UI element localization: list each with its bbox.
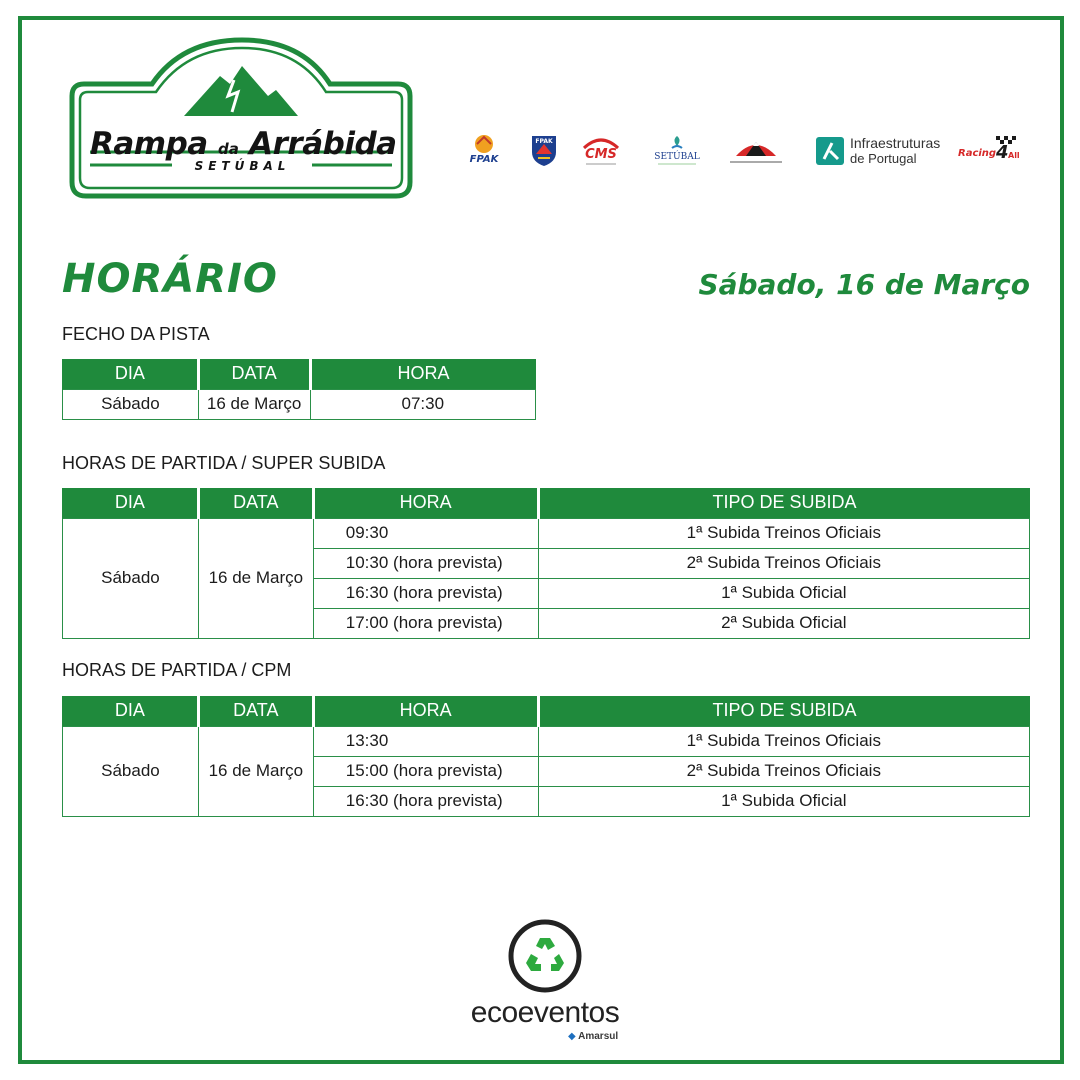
ecoeventos-sub [568, 1031, 618, 1042]
fpak-hillclimb-label: FPAK [535, 138, 553, 145]
sponsor-fpak-logo [464, 132, 504, 168]
cms-label: CMS [585, 147, 617, 162]
logo-title-end: Arrábida [249, 126, 397, 162]
racing-num: 4 [996, 142, 1009, 163]
cell-hora: 10:30 (hora prevista) [313, 548, 538, 578]
table-row [63, 518, 1030, 548]
page-title: HORÁRIO [62, 256, 278, 302]
mountain-icon [726, 132, 786, 168]
logo-badge-icon [62, 36, 420, 204]
cell-dia: Sábado [63, 389, 199, 419]
cell-data: 16 de Março [198, 518, 313, 638]
cell-hora: 17:00 (hora prevista) [313, 608, 538, 638]
table-header-row [63, 488, 1030, 518]
logo-title-main: Rampa [90, 126, 208, 162]
sponsor-setubal-logo [652, 132, 702, 168]
cell-tipo: 2ª Subida Treinos Oficiais [538, 756, 1029, 786]
cell-hora: 15:00 (hora prevista) [313, 756, 538, 786]
sponsor-racing4all-logo [956, 132, 1022, 168]
header-tipo: TIPO DE SUBIDA [538, 488, 1029, 518]
cell-tipo: 2ª Subida Treinos Oficiais [538, 548, 1029, 578]
event-logo [62, 36, 420, 204]
ip-icon [814, 135, 846, 167]
fecho-table [62, 359, 536, 420]
header-data: DATA [198, 488, 313, 518]
header-data: DATA [198, 696, 313, 726]
section-title-fecho: FECHO DA PISTA [62, 324, 210, 344]
amarsul-label: Amarsul [578, 1031, 619, 1042]
logo-title [90, 126, 395, 162]
header-hora: HORA [313, 696, 538, 726]
cell-tipo: 2ª Subida Oficial [538, 608, 1029, 638]
infraestruturas-line2: de Portugal [850, 151, 917, 166]
cell-hora: 16:30 (hora prevista) [313, 578, 538, 608]
setubal-label: SETÚBAL [654, 152, 700, 162]
header-data: DATA [198, 359, 310, 389]
sponsor-cms-logo [578, 132, 624, 168]
logo-subtitle: SETÚBAL [194, 159, 291, 173]
cell-hora: 13:30 [313, 726, 538, 756]
sponsor-fpak-hillclimb-logo [524, 132, 564, 168]
section-title-super-subida: HORAS DE PARTIDA / SUPER SUBIDA [62, 453, 386, 473]
table-header-row [63, 696, 1030, 726]
cell-data: 16 de Março [198, 726, 313, 816]
date-heading: Sábado, 16 de Março [698, 268, 1030, 301]
table-row [63, 389, 536, 419]
fpak-icon [464, 132, 504, 168]
cell-hora: 07:30 [310, 389, 535, 419]
header-dia: DIA [63, 488, 199, 518]
section-title-cpm: HORAS DE PARTIDA / CPM [62, 660, 292, 680]
cms-icon [578, 132, 624, 168]
header-hora: HORA [313, 488, 538, 518]
header-hora: HORA [310, 359, 535, 389]
infraestruturas-text [850, 136, 940, 166]
cell-dia: Sábado [63, 726, 199, 816]
amarsul-icon: ◆ [568, 1031, 576, 1042]
recycle-icon [460, 916, 630, 996]
ecoeventos-logo [460, 916, 630, 1046]
cell-hora: 09:30 [313, 518, 538, 548]
cell-hora: 16:30 (hora prevista) [313, 786, 538, 816]
fpak-label: FPAK [469, 154, 499, 165]
sponsor-campeonato-logo [726, 132, 786, 168]
ecoeventos-name: ecoeventos [470, 996, 620, 1029]
racing-label: Racing [958, 148, 997, 159]
racing4all-icon [956, 132, 1022, 168]
sponsor-infraestruturas-logo [814, 132, 946, 170]
cell-tipo: 1ª Subida Treinos Oficiais [538, 726, 1029, 756]
cpm-table [62, 696, 1030, 817]
cell-tipo: 1ª Subida Oficial [538, 786, 1029, 816]
logo-title-da: da [218, 140, 239, 158]
cell-dia: Sábado [63, 518, 199, 638]
racing-suffix: All [1008, 151, 1020, 160]
cell-tipo: 1ª Subida Treinos Oficiais [538, 518, 1029, 548]
infraestruturas-line1: Infraestruturas [850, 135, 941, 151]
shield-icon [524, 132, 564, 168]
cell-data: 16 de Março [198, 389, 310, 419]
table-header-row [63, 359, 536, 389]
header-tipo: TIPO DE SUBIDA [538, 696, 1029, 726]
table-row [63, 726, 1030, 756]
cell-tipo: 1ª Subida Oficial [538, 578, 1029, 608]
header-dia: DIA [63, 359, 199, 389]
header-dia: DIA [63, 696, 199, 726]
super-subida-table [62, 488, 1030, 639]
setubal-icon [652, 132, 702, 168]
